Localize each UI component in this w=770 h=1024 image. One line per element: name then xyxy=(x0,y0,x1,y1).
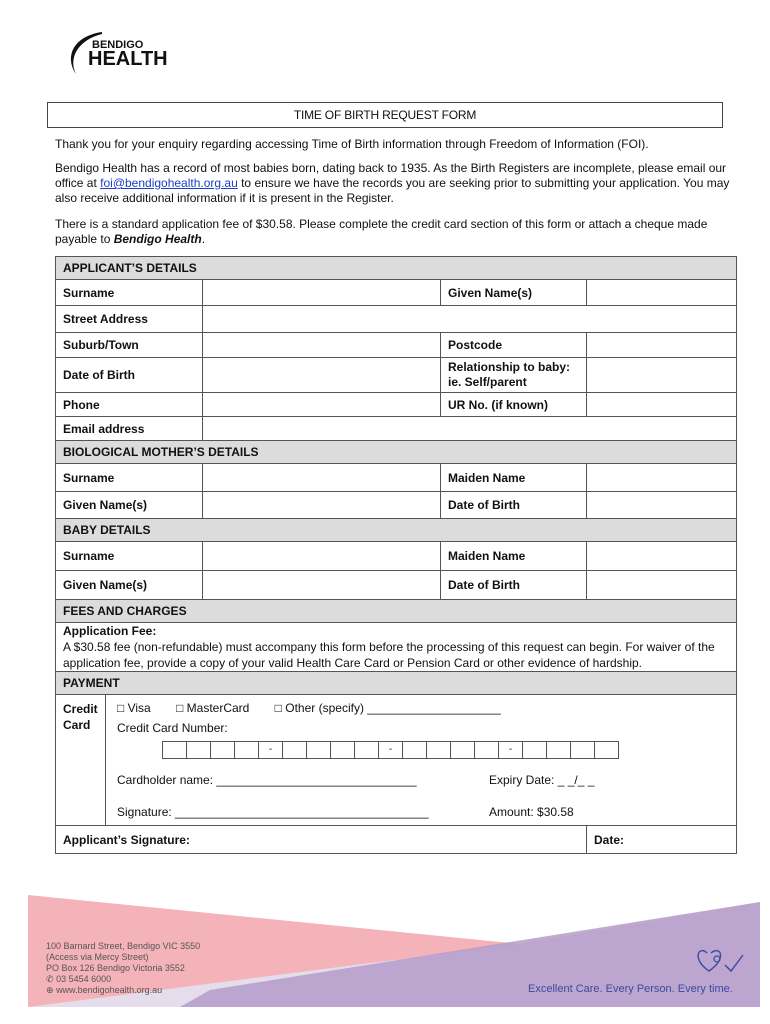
applicant-surname-field[interactable] xyxy=(203,280,441,306)
phone-field[interactable] xyxy=(203,393,441,417)
application-fee-text: A $30.58 fee (non-refundable) must accompany this form before the processing of this request can begin. For waiver of the application fee, provide a copy of your valid Health Care Card or Pension Card or other evidence of hardship. xyxy=(63,640,715,670)
payment-options xyxy=(117,701,677,819)
mother-maiden-name-label: Maiden Name xyxy=(441,464,587,492)
ccn-box[interactable] xyxy=(474,741,499,759)
intro-p2: Bendigo Health has a record of most babies born, dating back to 1935. As the Birth Registers are incomplete, please email our office at foi@bendigohealth.org.au to ensure we have the records you are seeking prior to submitting your application. You may also receive additional information if it is present in the Register. xyxy=(55,161,730,205)
foi-email-link[interactable]: foi@bendigohealth.org.au xyxy=(100,176,238,190)
applicant-dob-label: Date of Birth xyxy=(56,358,203,393)
suburb-label: Suburb/Town xyxy=(56,333,203,358)
form-title: TIME OF BIRTH REQUEST FORM xyxy=(47,102,723,128)
baby-maiden-name-field[interactable] xyxy=(587,542,737,571)
payment-body xyxy=(56,695,737,826)
applicant-section-header: APPLICANT’S DETAILS xyxy=(56,257,737,280)
applicant-given-names-label: Given Name(s) xyxy=(441,280,587,306)
ccn-box[interactable] xyxy=(522,741,547,759)
ccn-box[interactable] xyxy=(426,741,451,759)
intro-p1: Thank you for your enquiry regarding accessing Time of Birth information through Freedom of Information (FOI). xyxy=(55,137,649,151)
applicant-given-names-field[interactable] xyxy=(587,280,737,306)
credit-card-number-boxes[interactable] xyxy=(163,741,619,759)
other-card-checkbox[interactable]: □ Other (specify) ____________________ xyxy=(274,701,501,715)
street-address-field[interactable] xyxy=(203,306,737,333)
mother-given-names-field[interactable] xyxy=(203,492,441,519)
ur-no-field[interactable] xyxy=(587,393,737,417)
postcode-label: Postcode xyxy=(441,333,587,358)
application-fee-label: Application Fee: xyxy=(63,624,157,638)
mastercard-checkbox[interactable]: □ MasterCard xyxy=(176,701,250,715)
baby-section-header: BABY DETAILS xyxy=(56,519,737,542)
suburb-field[interactable] xyxy=(203,333,441,358)
bendigo-health-logo xyxy=(62,22,202,82)
phone-label: Phone xyxy=(56,393,203,417)
email-label: Email address xyxy=(56,417,203,441)
mother-dob-field[interactable] xyxy=(587,492,737,519)
mother-surname-field[interactable] xyxy=(203,464,441,492)
ccn-box[interactable] xyxy=(594,741,619,759)
credit-card-label: Credit Card xyxy=(63,702,98,732)
applicant-signature-field[interactable]: Applicant’s Signature: xyxy=(56,826,587,854)
care-heart-icon xyxy=(695,945,745,977)
ur-no-label: UR No. (if known) xyxy=(441,393,587,417)
ccn-box[interactable] xyxy=(186,741,211,759)
ccn-box[interactable] xyxy=(162,741,187,759)
relationship-field[interactable] xyxy=(587,358,737,393)
signature-date-field[interactable]: Date: xyxy=(587,826,737,854)
postcode-field[interactable] xyxy=(587,333,737,358)
mother-surname-label: Surname xyxy=(56,464,203,492)
credit-card-divider xyxy=(105,695,106,825)
baby-dob-label: Date of Birth xyxy=(441,571,587,600)
fees-section-header: FEES AND CHARGES xyxy=(56,600,737,623)
fees-body xyxy=(56,623,737,672)
ccn-box[interactable] xyxy=(354,741,379,759)
applicant-surname-label: Surname xyxy=(56,280,203,306)
mother-maiden-name-field[interactable] xyxy=(587,464,737,492)
phone-icon: ✆ xyxy=(46,974,54,984)
ccn-separator: - xyxy=(378,741,403,759)
ccn-box[interactable] xyxy=(330,741,355,759)
footer-website-link[interactable]: www.bendigohealth.org.au xyxy=(56,985,163,995)
mother-given-names-label: Given Name(s) xyxy=(56,492,203,519)
ccn-box[interactable] xyxy=(546,741,571,759)
mother-dob-label: Date of Birth xyxy=(441,492,587,519)
footer-address: 100 Barnard Street, Bendigo VIC 3550 (Access via Mercy Street) PO Box 126 Bendigo Victoria 3552 ✆ 03 5454 6000 ⊕ www.bendigohealth.org.au xyxy=(46,941,201,995)
ccn-box[interactable] xyxy=(234,741,259,759)
ccn-box[interactable] xyxy=(282,741,307,759)
ccn-box[interactable] xyxy=(402,741,427,759)
logo-text-bendigo: BENDIGO xyxy=(92,39,144,51)
logo-text-health: HEALTH xyxy=(88,48,168,70)
footer-tagline: Excellent Care. Every Person. Every time. xyxy=(528,983,733,995)
globe-icon: ⊕ xyxy=(46,985,54,995)
baby-surname-field[interactable] xyxy=(203,542,441,571)
expiry-date-field[interactable]: Expiry Date: _ _/_ _ xyxy=(489,773,595,787)
baby-given-names-label: Given Name(s) xyxy=(56,571,203,600)
relationship-label: Relationship to baby: ie. Self/parent xyxy=(441,358,587,393)
credit-card-number-label: Credit Card Number: xyxy=(117,721,228,735)
baby-given-names-field[interactable] xyxy=(203,571,441,600)
email-field[interactable] xyxy=(203,417,737,441)
mother-section-header: BIOLOGICAL MOTHER’S DETAILS xyxy=(56,441,737,464)
payment-section-header: PAYMENT xyxy=(56,672,737,695)
cardholder-name-field[interactable]: Cardholder name: ______________________________ xyxy=(117,773,417,787)
applicant-dob-field[interactable] xyxy=(203,358,441,393)
ccn-box[interactable] xyxy=(210,741,235,759)
intro-p3: There is a standard application fee of $30.58. Please complete the credit card section of this form or attach a cheque made payable to Bendigo Health. xyxy=(55,217,708,246)
ccn-box[interactable] xyxy=(306,741,331,759)
signature-field[interactable]: Signature: ______________________________________ xyxy=(117,805,429,819)
request-form-table xyxy=(55,256,737,854)
amount-text: Amount: $30.58 xyxy=(489,805,574,819)
baby-surname-label: Surname xyxy=(56,542,203,571)
baby-dob-field[interactable] xyxy=(587,571,737,600)
visa-checkbox[interactable]: □ Visa xyxy=(117,701,151,715)
street-address-label: Street Address xyxy=(56,306,203,333)
ccn-separator: - xyxy=(258,741,283,759)
baby-maiden-name-label: Maiden Name xyxy=(441,542,587,571)
ccn-box[interactable] xyxy=(570,741,595,759)
ccn-box[interactable] xyxy=(450,741,475,759)
ccn-separator: - xyxy=(498,741,523,759)
